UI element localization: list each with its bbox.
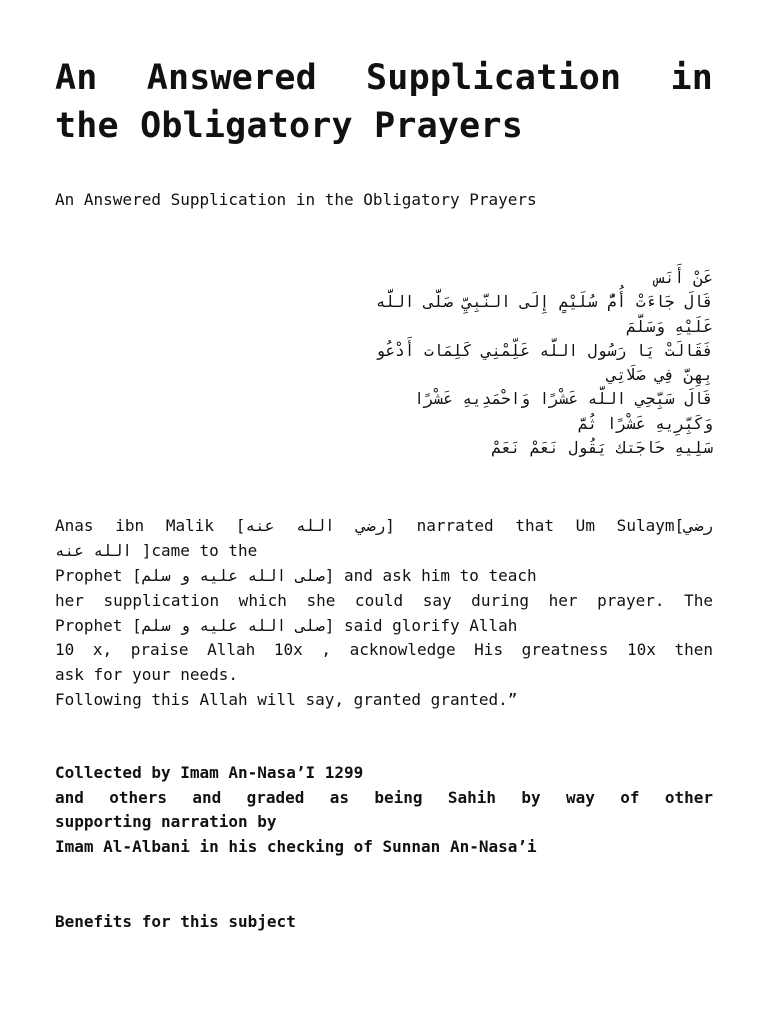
narration-line: her supplication which she could say during her prayer. The — [55, 590, 713, 610]
arabic-line: عَلَيْهِ وَسَلَّمَ — [626, 316, 713, 336]
citation-line: supporting narration by — [55, 812, 277, 832]
arabic-line: قَالَ سَبِّحِي اللَّه عَشْرًا وَاحْمَدِيهِ عَشْرًا — [414, 389, 713, 409]
narration-line: Anas ibn Malik [رضي الله عنه] narrated that Um Sulaym[رضي — [55, 516, 714, 536]
arabic-line: بِهِنَّ فِي صَلَاتِي — [607, 365, 713, 385]
narration-line: Prophet [صلى الله عليه و سلم] and ask him to teach — [55, 565, 537, 585]
page-title: An Answered Supplication in the Obligatory Prayers — [55, 58, 713, 146]
arabic-hadith-text — [55, 266, 713, 460]
subtitle: An Answered Supplication in the Obligatory Prayers — [55, 190, 537, 209]
narration-line: الله عنه ]came to the — [55, 541, 258, 561]
arabic-line: وَكَبِّرِيهِ عَشْرًا ثُمَّ — [578, 413, 713, 433]
narration-line: 10 x, praise Allah 10x , acknowledge His greatness 10x then — [55, 640, 713, 660]
narration-line: ask for your needs. — [55, 665, 239, 685]
narration-line: Prophet [صلى الله عليه و سلم] said glorify Allah — [55, 615, 518, 635]
arabic-line: سَلِيهِ حَاجَتك يَقُول نَعَمْ نَعَمْ — [491, 438, 713, 458]
narration-line: Following this Allah will say, granted granted.” — [55, 689, 518, 709]
citation-line: Imam Al-Albani in his checking of Sunnan An-Nasa’i — [55, 837, 537, 857]
english-narration — [55, 514, 713, 712]
arabic-line: فَقَالَتْ يَا رَسُول اللَّه عَلِّمْنِي كَلِمَات أَدْعُو — [375, 340, 713, 360]
document-page — [55, 54, 713, 934]
arabic-line: قَالَ جَاءَتْ أُمُّ سُلَيْمٍ إِلَى النَّبِيِّ صَلَّى اللَّه — [375, 292, 713, 312]
arabic-line: عَنْ أَنَس — [655, 268, 713, 287]
source-citation — [55, 761, 713, 860]
citation-line: and others and graded as being Sahih by way of other — [55, 787, 713, 807]
citation-line: Collected by Imam An-Nasa’I 1299 — [55, 762, 364, 782]
benefits-heading: Benefits for this subject — [55, 911, 296, 931]
